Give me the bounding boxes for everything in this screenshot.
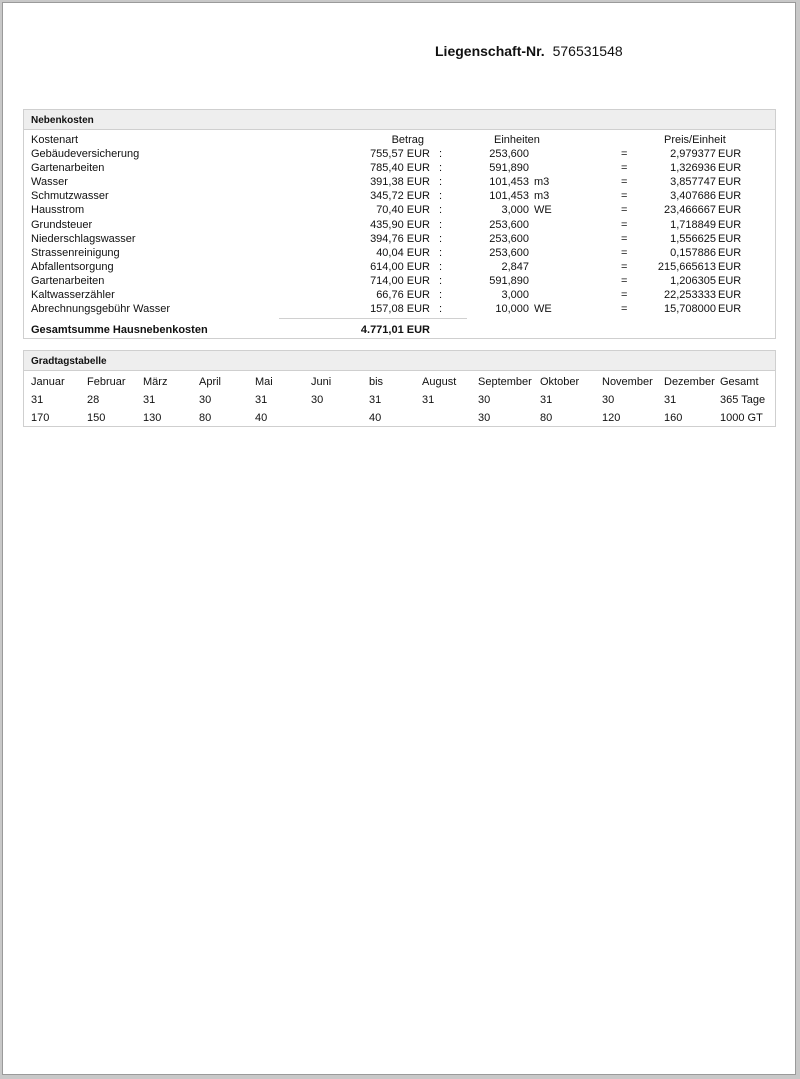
units: 253,600 <box>489 148 529 161</box>
amount: 755,57 EUR <box>370 148 430 161</box>
amount: 394,76 EUR <box>370 232 430 245</box>
gradtag-cell: 160 <box>664 412 683 424</box>
separator: : <box>439 204 443 217</box>
unit-label: WE <box>534 303 552 316</box>
equals: = <box>621 246 628 259</box>
amount: 391,38 EUR <box>370 176 430 189</box>
currency: EUR <box>718 303 742 316</box>
currency: EUR <box>718 246 742 259</box>
cost-type: Grundsteuer <box>31 218 93 231</box>
unit-label: WE <box>534 204 552 217</box>
gradtag-values-row <box>24 409 775 427</box>
units: 253,600 <box>489 232 529 245</box>
equals: = <box>621 260 628 273</box>
separator: : <box>439 246 443 259</box>
month-header: Januar <box>31 376 65 388</box>
equals: = <box>621 289 628 302</box>
equals: = <box>621 204 628 217</box>
days-cell: 31 <box>31 394 44 406</box>
units: 101,453 <box>489 176 529 189</box>
gradtag-cell: 170 <box>31 412 50 424</box>
equals: = <box>621 162 628 175</box>
gradtag-table <box>24 373 775 427</box>
gradtag-cell: 120 <box>602 412 621 424</box>
equals: = <box>621 274 628 287</box>
equals: = <box>621 190 628 203</box>
property-number-label: Liegenschaft-Nr. <box>435 43 545 59</box>
gradtag-cell: 130 <box>143 412 162 424</box>
currency: EUR <box>718 232 742 245</box>
units: 10,000 <box>495 303 529 316</box>
currency: EUR <box>718 162 742 175</box>
gradtag-cell: 80 <box>540 412 553 424</box>
unit-label: m3 <box>534 190 550 203</box>
unit-price: 215,665613 <box>657 260 716 273</box>
gradtag-title: Gradtagstabelle <box>24 351 775 371</box>
separator: : <box>439 148 443 161</box>
separator: : <box>439 190 443 203</box>
property-number-value: 576531548 <box>552 43 623 59</box>
cost-type: Gebäudeversicherung <box>31 148 140 161</box>
cost-type: Wasser <box>31 176 68 189</box>
cost-type: Abrechnungsgebühr Wasser <box>31 303 171 316</box>
currency: EUR <box>718 190 742 203</box>
days-cell: 365 Tage <box>720 394 766 406</box>
currency: EUR <box>718 218 742 231</box>
amount: 66,76 EUR <box>376 289 430 302</box>
currency: EUR <box>718 176 742 189</box>
cost-type: Gartenarbeiten <box>31 274 105 287</box>
separator: : <box>439 289 443 302</box>
month-header: Februar <box>87 376 126 388</box>
currency: EUR <box>718 260 742 273</box>
units: 3,000 <box>501 289 529 302</box>
unit-price: 2,979377 <box>670 148 716 161</box>
month-header: Juni <box>311 376 332 388</box>
days-cell: 30 <box>199 394 212 406</box>
unit-price: 1,718849 <box>670 218 716 231</box>
cost-type: Kaltwasserzähler <box>31 289 115 302</box>
equals: = <box>621 148 628 161</box>
units: 253,600 <box>489 246 529 259</box>
currency: EUR <box>718 204 742 217</box>
nebenkosten-title: Nebenkosten <box>24 110 775 130</box>
days-cell: 30 <box>311 394 324 406</box>
cost-type: Strassenreinigung <box>31 246 120 259</box>
unit-price: 23,466667 <box>664 204 716 217</box>
units: 591,890 <box>489 274 529 287</box>
amount: 785,40 EUR <box>370 162 430 175</box>
days-cell: 31 <box>255 394 268 406</box>
separator: : <box>439 274 443 287</box>
month-header: September <box>478 376 532 388</box>
separator: : <box>439 260 443 273</box>
col-kostenart-header: Kostenart <box>31 134 79 146</box>
property-header <box>435 43 623 59</box>
currency: EUR <box>718 289 742 302</box>
amount: 157,08 EUR <box>370 303 430 316</box>
currency: EUR <box>718 274 742 287</box>
days-cell: 31 <box>664 394 677 406</box>
month-header: Gesamt <box>720 376 759 388</box>
gradtag-cell: 150 <box>87 412 106 424</box>
total-label: Gesamtsumme Hausnebenkosten <box>31 324 208 336</box>
gradtag-cell: 1000 GT <box>720 412 763 424</box>
month-header: August <box>422 376 457 388</box>
separator: : <box>439 162 443 175</box>
gradtag-cell: 30 <box>478 412 491 424</box>
col-preis-header: Preis/Einheit <box>664 134 726 146</box>
gradtag-section <box>23 350 776 427</box>
unit-label: m3 <box>534 176 550 189</box>
days-cell: 30 <box>478 394 491 406</box>
days-cell: 31 <box>422 394 435 406</box>
cost-type: Hausstrom <box>31 204 85 217</box>
equals: = <box>621 232 628 245</box>
units: 101,453 <box>489 190 529 203</box>
month-header: bis <box>369 376 384 388</box>
separator: : <box>439 303 443 316</box>
month-header: April <box>199 376 222 388</box>
month-header: März <box>143 376 168 388</box>
currency: EUR <box>718 148 742 161</box>
document-page <box>2 2 796 1075</box>
amount: 435,90 EUR <box>370 218 430 231</box>
separator: : <box>439 176 443 189</box>
col-betrag-header: Betrag <box>391 134 424 146</box>
gradtag-cell: 40 <box>255 412 268 424</box>
units: 2,847 <box>501 260 529 273</box>
days-cell: 28 <box>87 394 100 406</box>
month-header: Dezember <box>664 376 715 388</box>
unit-price: 3,857747 <box>670 176 716 189</box>
unit-price: 1,556625 <box>670 232 716 245</box>
amount: 614,00 EUR <box>370 260 430 273</box>
equals: = <box>621 303 628 316</box>
days-cell: 30 <box>602 394 615 406</box>
total-divider <box>279 318 467 319</box>
amount: 70,40 EUR <box>376 204 430 217</box>
cost-type: Schmutzwasser <box>31 190 109 203</box>
cost-type: Gartenarbeiten <box>31 162 105 175</box>
nebenkosten-section <box>23 109 776 339</box>
total-value: 4.771,01 EUR <box>360 324 430 336</box>
days-cell: 31 <box>540 394 553 406</box>
units: 3,000 <box>501 204 529 217</box>
equals: = <box>621 218 628 231</box>
units: 253,600 <box>489 218 529 231</box>
unit-price: 3,407686 <box>670 190 716 203</box>
days-cell: 31 <box>143 394 156 406</box>
amount: 40,04 EUR <box>376 246 430 259</box>
unit-price: 1,206305 <box>670 274 716 287</box>
month-header: Mai <box>255 376 273 388</box>
unit-price: 15,708000 <box>664 303 716 316</box>
month-header: November <box>602 376 653 388</box>
amount: 714,00 EUR <box>370 274 430 287</box>
gradtag-cell: 40 <box>369 412 382 424</box>
col-einheiten-header: Einheiten <box>494 134 540 146</box>
unit-price: 22,253333 <box>664 289 716 302</box>
days-row <box>24 391 775 409</box>
unit-price: 0,157886 <box>670 246 716 259</box>
days-cell: 31 <box>369 394 382 406</box>
amount: 345,72 EUR <box>370 190 430 203</box>
month-header: Oktober <box>540 376 580 388</box>
unit-price: 1,326936 <box>670 162 716 175</box>
cost-type: Abfallentsorgung <box>31 260 114 273</box>
separator: : <box>439 218 443 231</box>
units: 591,890 <box>489 162 529 175</box>
gradtag-cell: 80 <box>199 412 212 424</box>
separator: : <box>439 232 443 245</box>
cost-type: Niederschlagswasser <box>31 232 136 245</box>
month-header-row <box>24 373 775 391</box>
equals: = <box>621 176 628 189</box>
